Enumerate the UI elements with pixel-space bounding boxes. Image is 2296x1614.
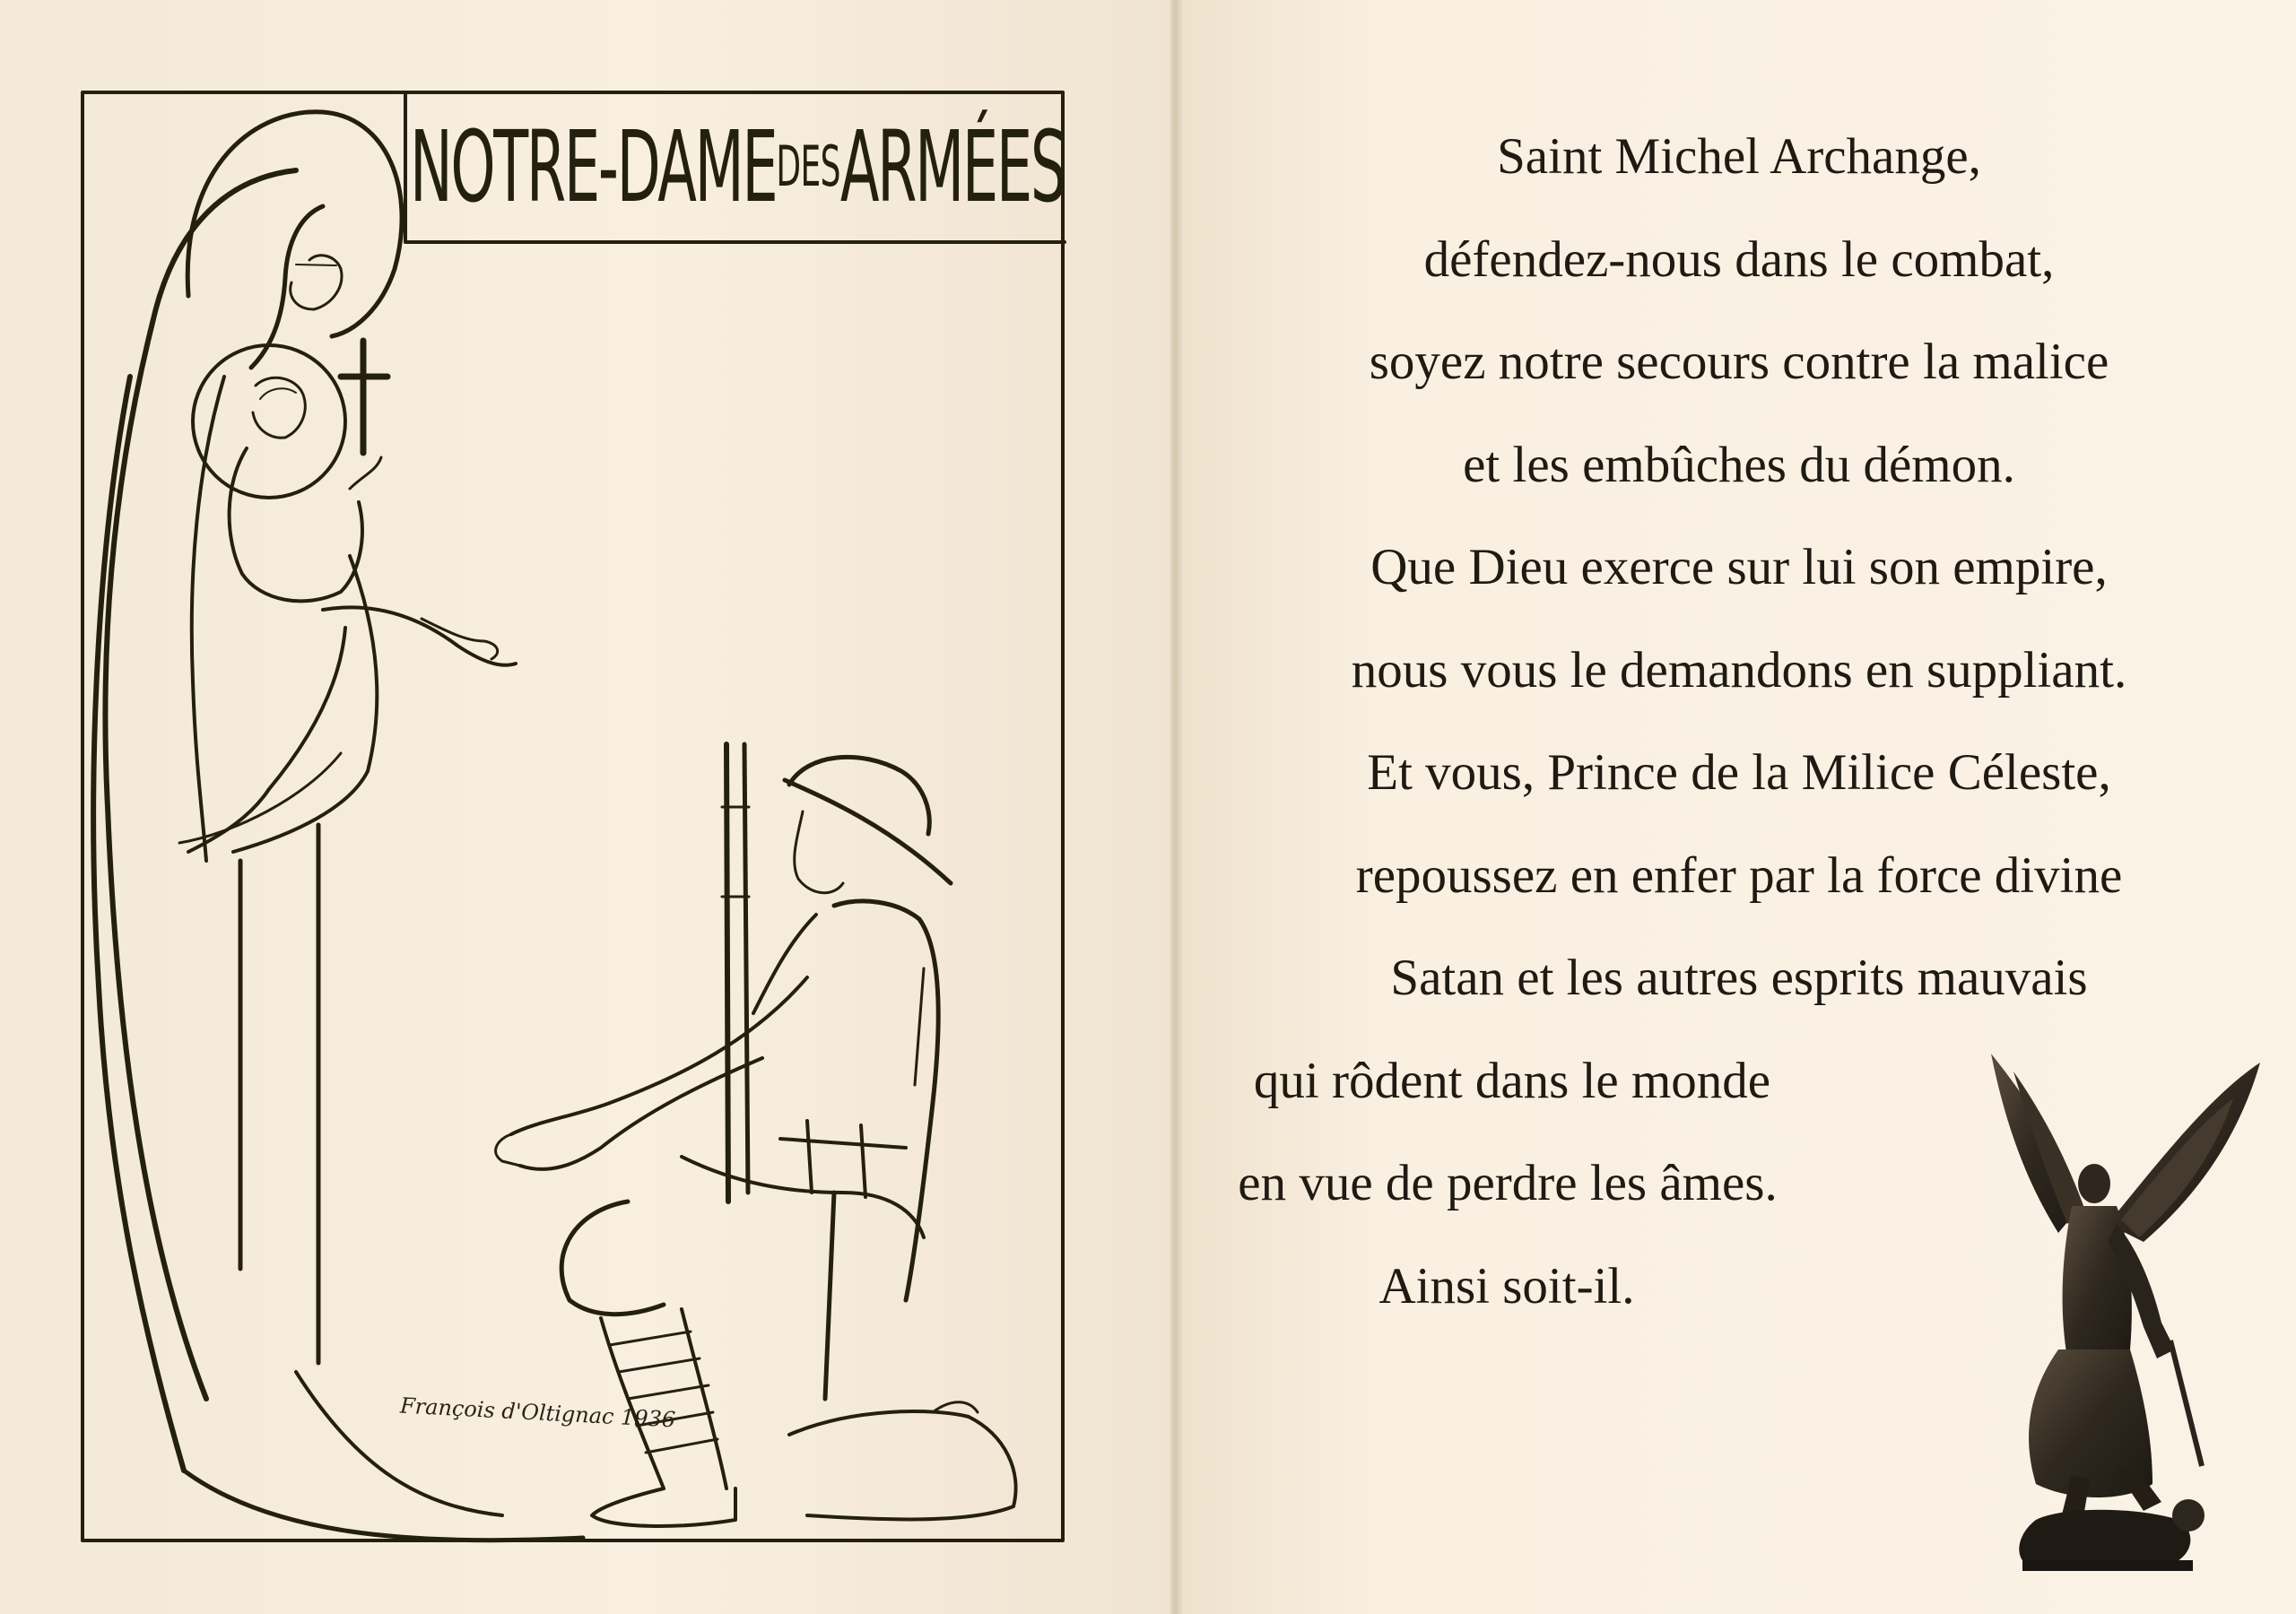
prayer-line: Saint Michel Archange, xyxy=(1497,128,1981,185)
title-part-1: NOTRE-DAME xyxy=(409,108,777,224)
prayer-line: Satan et les autres esprits mauvais xyxy=(1390,950,2088,1006)
illustration-title xyxy=(409,92,1065,240)
prayer-line: Ainsi soit-il. xyxy=(1378,1257,1635,1315)
prayer-line: soyez notre secours contre la malice xyxy=(1369,334,2109,390)
prayer-line: défendez-nous dans le combat, xyxy=(1423,230,2055,288)
title-part-2: ARMÉES xyxy=(839,108,1065,224)
artist-signature: François d'Oltignac 1936 xyxy=(399,1393,676,1433)
prayer-line: en vue de perdre les âmes. xyxy=(1238,1155,1778,1211)
prayer-line: nous vous le demandons en suppliant. xyxy=(1351,641,2127,699)
prayer-line: repoussez en enfer par la force divine xyxy=(1355,846,2123,904)
prayer-line: Que Dieu exerce sur lui son empire, xyxy=(1370,539,2108,595)
prayer-line: et les embûches du démon. xyxy=(1463,436,2015,493)
prayer-line: Et vous, Prince de la Milice Céleste, xyxy=(1367,744,2111,801)
saint-michael-statue-icon xyxy=(1973,1018,2278,1574)
prayer-line: qui rôdent dans le monde xyxy=(1253,1052,1771,1109)
title-part-small: DES xyxy=(776,133,840,199)
book-gutter xyxy=(1170,0,1182,1614)
